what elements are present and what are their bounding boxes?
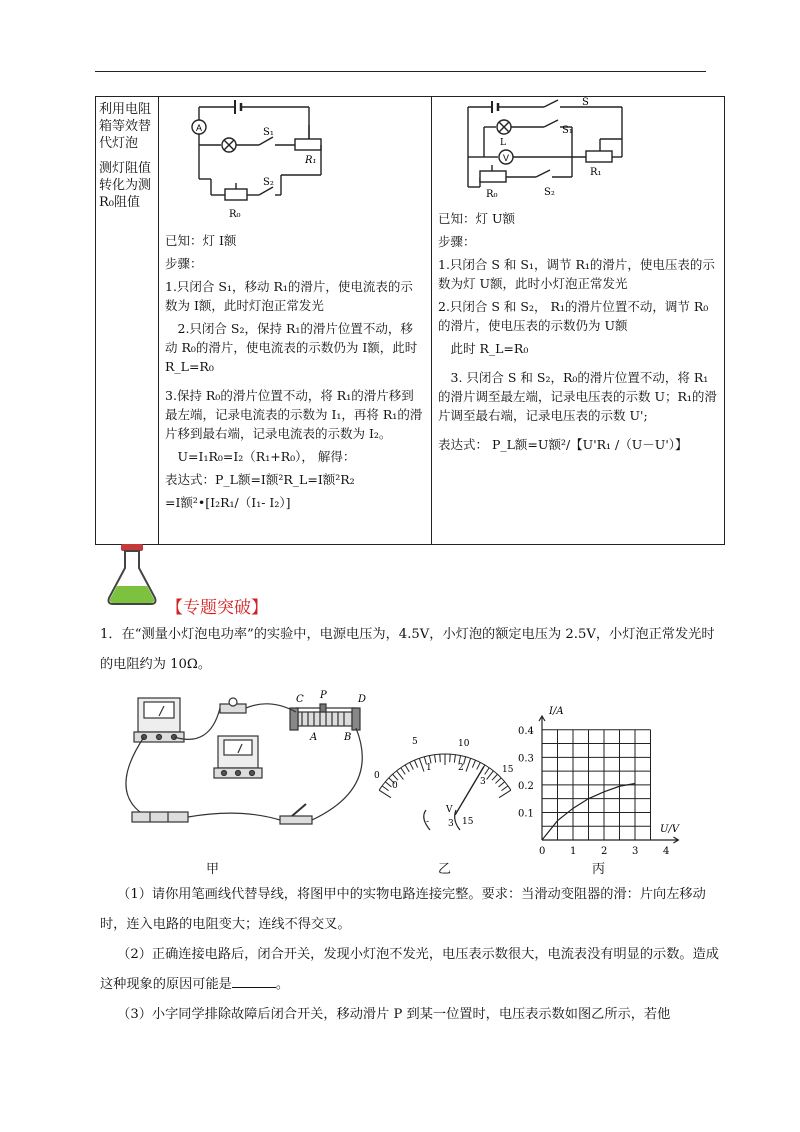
flask-icon [103,542,163,608]
dial-tick [485,768,490,775]
answer-blank[interactable] [232,975,276,988]
r0-label-right: R₀ [486,189,498,200]
right-step3: 3. 只闭合 S 和 S₂，R₀的滑片位置不动，将 R₁的滑片调至最左端，记录电压表的示数 U；R₁的滑片调至最右端，记录电压表的示数 U'; [438,370,717,423]
s-label: S [582,97,589,108]
part2-text: （2）正确连接电路后，闭合开关，发现小灯泡不发光，电压表示数很大，电流表没有明显的示数。造成这种现象的原因可能是 [100,947,719,992]
dial-unit: V [446,805,453,815]
dial-needle [455,767,484,815]
terminal-15: 15 [462,817,474,827]
left-step2: 2.只闭合 S₂，保持 R₁的滑片位置不动，移动 R₀的滑片，使电流表的示数仍为 I额，此时 R_L=R₀ [165,321,418,374]
apparatus-figure [120,688,380,858]
right-steps-label: 步骤： [438,234,476,249]
dial-tick [397,771,404,780]
chart-xlabel: U/V [660,824,680,835]
dial-tick [382,786,388,791]
chart-x-tick-label: 0 [539,846,546,857]
fig-label-bing: 丙 [592,862,606,877]
r1-label-right: R₁ [590,167,602,178]
dial-tick [440,754,441,762]
dial-tick [410,762,414,769]
header-rule [95,71,706,72]
rheostat-a: A [310,732,318,743]
dial-tick [385,782,391,787]
s2-label: S₂ [263,177,274,188]
dial-tick [501,786,507,791]
chart-y-tick-label: 0.3 [518,753,534,765]
l-label: L [500,138,506,148]
voltmeter-dial-figure [370,722,520,842]
question-1-part1: （1）请你用笔画线代替导线，将图甲中的实物电路连接完整。要求：当滑动变阻器的滑：片向左移动时，连入电路的电阻变大；连线不得交叉。 [100,887,706,932]
part2-end: 。 [275,977,290,992]
method-cell [96,97,159,545]
dial-upper-5: 5 [412,737,418,747]
dial-tick [393,774,398,780]
question-1-part3: （3）小字同学排除故障后闭合开关，移动滑片 P 到某一位置时，电压表示数如图乙所示，若他 [117,1007,671,1022]
section-title: 【专题突破】 [166,598,268,618]
fig-label-yi: 乙 [438,862,452,877]
right-step1: 1.只闭合 S 和 S₁，调节 R₁的滑片，使电压表的示数为灯 U额，此时小灯泡正常发光 [438,257,715,291]
rheostat-c: C [296,694,304,705]
circuit-diagram-voltmeter [432,97,724,205]
voltmeter-label: V [502,153,510,163]
s1-label: S₁ [263,127,274,138]
dial-lower-0: 0 [392,781,398,791]
fig-label-jia: 甲 [206,862,220,877]
dial-tick [419,758,424,771]
s2-label-right: S₂ [544,187,555,198]
right-step2b: 此时 R_L=R₀ [450,341,529,356]
dial-tick [435,755,436,763]
dial-tick [379,790,391,798]
circuit-diagram-ammeter [159,97,431,227]
r0-label: R₀ [229,209,241,220]
right-known: 已知：灯 U额 [438,211,516,226]
chart-x-tick-label: 1 [570,846,577,857]
dial-tick [450,754,451,762]
chart-y-tick-label: 0.2 [518,780,534,792]
dial-tick [492,774,497,780]
chart-y-axis [539,716,545,840]
iu-chart [510,700,690,860]
method-title: 利用电阻箱等效替代灯泡 [99,102,152,151]
chart-x-tick-label: 2 [601,846,608,857]
chart-y-tick-label: 0.1 [518,808,534,820]
dial-lower-2: 2 [458,763,464,773]
dial-tick [466,758,471,771]
rheostat-p: P [320,690,327,701]
dial-tick [477,762,481,769]
chart-x-axis [542,837,678,843]
left-known: 已知：灯 I额 [165,233,237,248]
comparison-table [95,96,725,545]
left-equation: U=I₁R₀=I₂（R₁+R₀）， 解得： [177,449,356,464]
dial-tick [454,755,455,763]
dial-tick [495,778,501,784]
terminal-minus: - [426,817,430,827]
dial-tick [487,771,494,780]
s1-label-right: S₁ [562,125,573,136]
terminal-3: 3 [448,819,454,829]
dial-upper-10: 10 [458,739,470,749]
rheostat-d: D [358,694,367,705]
dial-tick [464,757,466,765]
chart-x-tick-label: 4 [663,846,670,857]
left-step1: 1.只闭合 S₁，移动 R₁的滑片，使电流表的示数为 I额，此时灯泡正常发光 [165,279,413,313]
dial-tick [401,768,406,775]
dial-lower-3: 3 [480,777,486,787]
left-method-cell [159,97,432,545]
chart-y-tick-label: 0.4 [518,725,534,737]
left-steps-label: 步骤： [165,256,203,271]
rheostat-b: B [344,732,352,743]
question-1-part2 [100,940,720,1000]
left-expression1: 表达式：P_L额=I额²R_L=I额²R₂ [165,472,355,487]
ammeter-label: A [195,123,203,133]
right-expression: 表达式： P_L额=U额²/【U'R₁ /（U－U'）】 [438,437,688,452]
question-1-stem: 1．在“测量小灯泡电功率”的实验中，电源电压为，4.5V，小灯泡的额定电压为 2.5V，小灯泡正常发光时的电阻约为 10Ω。 [100,627,715,672]
chart-x-tick-label: 3 [632,846,639,857]
left-expression2: =I额²•[I₂R₁/（I₁- I₂）] [165,495,291,510]
dial-lower-1: 1 [426,763,432,773]
dial-upper-15: 15 [502,765,514,775]
chart-ylabel: I/A [549,706,564,717]
dial-tick [499,782,505,787]
right-step2: 2.只闭合 S 和 S₂， R₁的滑片位置不动，调节 R₀的滑片，使电压表的示数仍为 U额 [438,299,709,333]
r1-label: R₁ [305,155,317,166]
method-subtitle: 测灯阻值转化为测R₀阻值 [99,161,152,210]
dial-tick [405,765,409,772]
dial-upper-0: 0 [374,771,380,781]
dial-tick [414,760,417,767]
right-method-cell [432,97,725,545]
left-step3: 3.保持 R₀的滑片位置不动，将 R₁的滑片移到最左端，记录电流表的示数为 I₁，再将 R₁的滑片移到最右端，记录电流表的示数为 I₂。 [165,388,423,441]
dial-tick [472,760,475,767]
